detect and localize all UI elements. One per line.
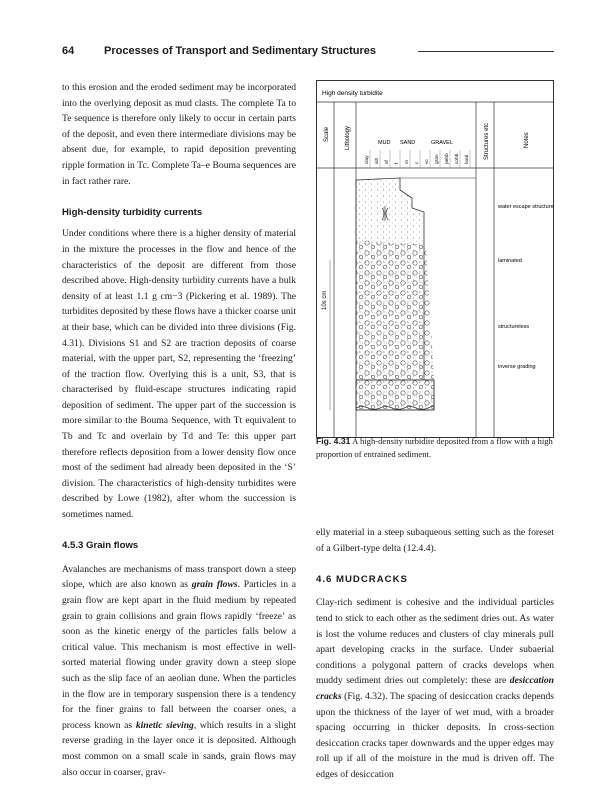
figure-caption: [316, 435, 554, 461]
notes-header: Notes: [524, 132, 530, 148]
paragraph: Under conditions where there is a higher density of material in the mixture the processes in the flow and hence of the characteristics of the deposit are different from those described above. High-density turbidity currents have a bulk density of at least 1.1 g cm−3 (Pickering et al. 1989). The turbidites deposited by these flows have a thicker coarse unit at their base, which can be divided into three divisions (Fig. 4.31). Divisions S1 and S2 are traction deposits of coarse material, with the upper part, S2, representing the ‘freezing’ of the traction flow. Overlying this is a unit, S3, that is characterised by fluid-escape structures indicating rapid deposition of sediment. The upper part of the succession is more similar to the Bouma Sequence, with Tt equivalent to Tb and Tc and overlain by Td and Te: this upper part therefore reflects deposition from a lower density flow once most of the sediment had already been deposited in the ‘S’ division. The characteristics of high-density turbidites were described by Lowe (1982), after whom the succession is sometimes named.: [62, 228, 296, 521]
grain-class-label: c: [415, 161, 420, 164]
grain-class-label: silt: [375, 158, 380, 164]
right-column: [316, 525, 554, 783]
paragraph: Clay-rich sediment is cohesive and the individual particles tend to stick to each other as the sediment dries out. As water is lost the volume reduces and clusters of clay minerals pull apart developing cracks in the surface. Under subaerial conditions a polygonal pattern of cracks develops when muddy sediment dries out completely: these are desiccation cracks (Fig. 4.32). The spacing of desiccation cracks depends upon the thickness of the layer of wet mud, with a broader spacing occurring in thicker deposits. In cross-section desiccation cracks taper downwards and the upper edges may roll up if all of the moisture in the mud is driven off. The edges of desiccation: [316, 597, 554, 780]
caption-label: Fig. 4.31: [316, 436, 351, 446]
sand-label: SAND: [400, 140, 416, 146]
note-laminated: laminated: [498, 258, 522, 264]
section-heading: High-density turbidity currents: [62, 206, 203, 218]
grain-size-labels: [364, 150, 470, 168]
gravel-label: GRAVEL: [431, 140, 453, 146]
turbidite-log: [316, 80, 554, 438]
grain-class-label: pebb: [445, 153, 450, 164]
caption-text: A high-density turbidite deposited from a flow with a high proportion of entrained sediment.: [316, 436, 553, 459]
grain-class-label: vc: [425, 159, 430, 164]
scale-header: Scale: [324, 126, 330, 142]
structures-header: Structures etc: [484, 122, 490, 160]
grain-class-label: gran: [435, 154, 440, 164]
figure: [316, 80, 554, 438]
lithology-header: Lithology: [345, 125, 351, 150]
figure-title: High density turbidite: [322, 90, 383, 97]
grain-class-label: boul: [465, 154, 470, 164]
paragraph: Avalanches are mechanisms of mass transport down a steep slope, which are also known as grain flows. Particles in a grain flow are kept apart in the fluid medium by repeated grain to grain collisions and grain flows rapidly ‘freeze’ as soon as the kinetic energy of the particles falls below a critical value. This mechanism is most effective in well-sorted material flowing under gravity down a steep slope such as the slip face of an aeolian dune. When the particles in the flow are in temporary suspension there is a tendency for the finer grains to fall between the coarser ones, a process known as kinetic sieving, which results in a slight reverse grading in the layer once it is deposited. Although most common on a small scale in sands, grain flows may also occur in coarser, grav-: [62, 563, 297, 778]
running-header: [62, 45, 554, 61]
note-inverse-grading: inverse grading: [498, 364, 536, 370]
grain-class-label: cobb: [455, 153, 460, 164]
header-rule: [418, 51, 554, 52]
left-column: [62, 80, 296, 780]
paragraph: elly material in a steep subaqueous setting such as the foreset of a Gilbert-type delta (12.4.4).: [316, 527, 554, 554]
grain-class-label: m: [405, 160, 410, 164]
section-heading: 4.5.3 Grain flows: [62, 540, 139, 552]
section-heading: 4.6 MUDCRACKS: [316, 573, 408, 585]
mud-label: MUD: [378, 140, 391, 146]
paragraph: to this erosion and the eroded sediment may be incorporated into the overlying deposit as mud clasts. The complete Ta to Te sequence is therefore only likely to occur in certain parts of the deposit, and even there intermediate divisions may be absent due, for example, to rapid deposition preventing ripple formation in Tc. Complete Ta–e Bouma sequences are in fact rather rare.: [62, 82, 296, 187]
gravel-body: [356, 240, 434, 380]
grain-class-label: vf: [385, 160, 390, 164]
scale-value: 10s cm: [322, 290, 328, 310]
page-number: 64: [62, 45, 75, 57]
note-water-escape: water escape structures: [498, 204, 554, 210]
basal-gravel: [356, 380, 434, 410]
grain-class-label: f: [395, 162, 400, 164]
note-structureless: structureless: [498, 324, 530, 330]
running-title: Processes of Transport and Sedimentary Structures: [104, 45, 377, 57]
grain-class-label: clay: [365, 155, 370, 164]
